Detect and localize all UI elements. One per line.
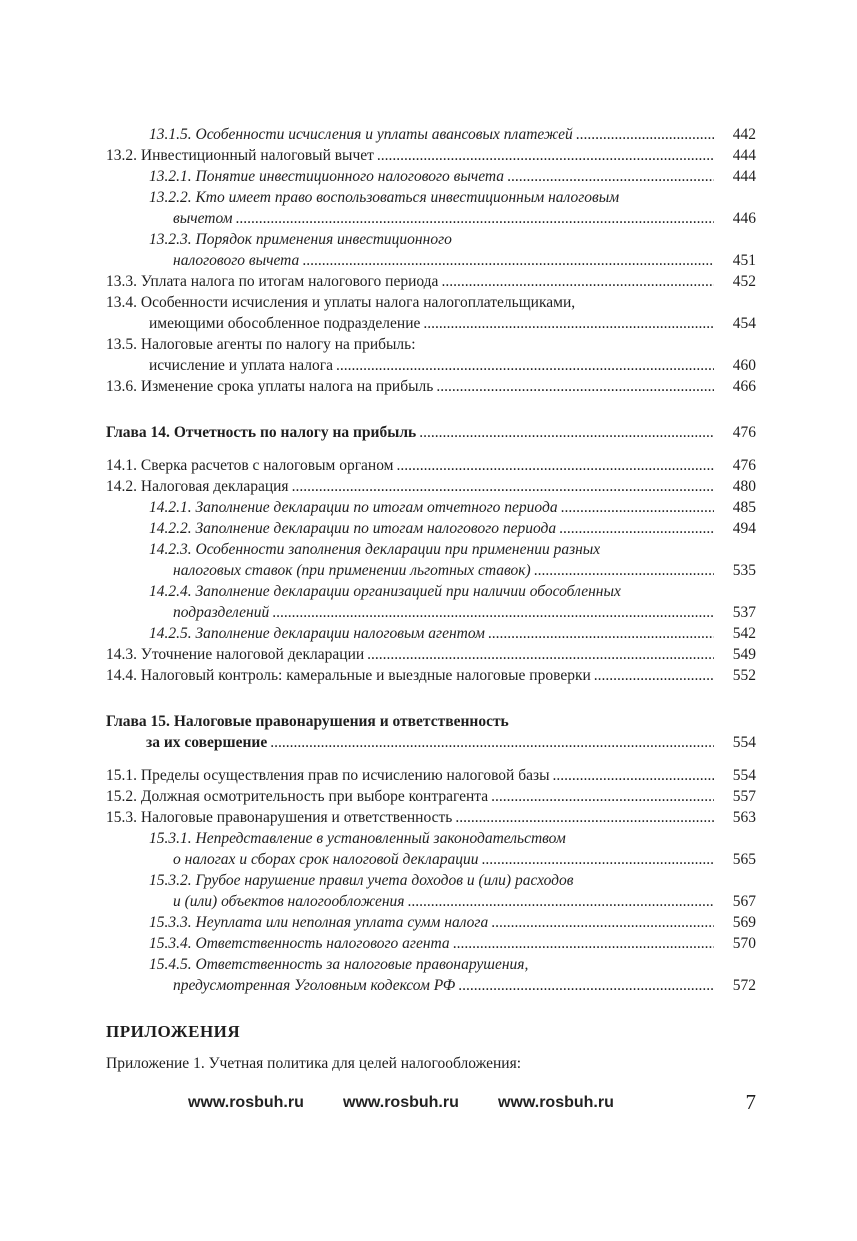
toc-entry [149, 623, 756, 644]
toc-page-number: 480 [732, 478, 756, 495]
toc-entry-title: Сверка расчетов с налоговым органом [140, 457, 394, 474]
toc-entry [149, 166, 756, 187]
toc-entry-title: Заполнение декларации налоговым агентом [195, 625, 485, 642]
toc-entry-title: Изменение срока уплаты налога на прибыль [140, 378, 434, 395]
toc-entry-number: 15.1. [106, 767, 137, 784]
toc-entry [149, 912, 756, 933]
leader-dots [488, 623, 714, 644]
page-number: 7 [745, 1090, 756, 1114]
toc-chapter-number: Глава 15. [106, 713, 170, 730]
toc-entry-title: Пределы осуществления прав по исчислению налоговой базы [140, 767, 550, 784]
toc-entry-title: Грубое нарушение правил учета доходов и (или) расходов [195, 872, 574, 889]
toc-entry-number: 15.3.3. [149, 914, 192, 931]
leader-dots [377, 145, 714, 166]
toc-entry-number: 15.3.2. [149, 872, 192, 889]
toc-entry [106, 271, 756, 292]
toc-page-number: 570 [732, 935, 756, 952]
toc-entry [106, 665, 756, 686]
toc-entry [149, 581, 756, 623]
toc-entry [106, 476, 756, 497]
spacer [106, 753, 756, 765]
appendix-heading: ПРИЛОЖЕНИЯ [106, 1022, 241, 1041]
leader-dots [272, 602, 714, 623]
toc-entry-number: 14.2.1. [149, 499, 192, 516]
toc-entry-title: Заполнение декларации организацией при наличии обособленных [195, 583, 621, 600]
leader-dots [419, 422, 714, 443]
toc-entry-title: Понятие инвестиционного налогового вычета [195, 168, 505, 185]
toc-entry-number: 13.2. [106, 147, 137, 164]
toc-entry-number: 13.4. [106, 294, 137, 311]
toc-page-number: 442 [732, 126, 756, 143]
toc-page-number: 565 [732, 851, 756, 868]
footer-website-link[interactable]: www.rosbuh.ru [498, 1094, 614, 1111]
toc-page-number: 466 [732, 378, 756, 395]
toc-entry-title: Инвестиционный налоговый вычет [140, 147, 374, 164]
leader-dots [458, 975, 714, 996]
toc-page-number: 535 [732, 562, 756, 579]
toc-chapter-number: Глава 14. [106, 424, 170, 441]
toc-page-number: 476 [732, 424, 756, 441]
leader-dots [553, 765, 714, 786]
toc-entry-title: Кто имеет право воспользоваться инвестиционным налоговым [195, 189, 620, 206]
toc-page-number: 485 [732, 499, 756, 516]
leader-dots [491, 786, 714, 807]
toc-entry [106, 145, 756, 166]
toc-entry [149, 497, 756, 518]
spacer [106, 397, 756, 422]
toc-entry-title-cont: предусмотренная Уголовным кодексом РФ [173, 977, 456, 994]
toc-entry-number: 13.2.3. [149, 231, 192, 248]
toc-entry-number: 13.5. [106, 336, 137, 353]
leader-dots [302, 250, 714, 271]
toc-entry-title-cont: вычетом [173, 210, 233, 227]
toc-entry [106, 644, 756, 665]
toc-entry [106, 292, 756, 334]
leader-dots [441, 271, 714, 292]
toc-entry [149, 229, 756, 271]
toc-page-number: 444 [732, 147, 756, 164]
toc-entry-title: Непредставление в установленный законодательством [195, 830, 566, 847]
toc-entry-title: Порядок применения инвестиционного [195, 231, 452, 248]
toc-chapter [106, 711, 756, 753]
leader-dots [408, 891, 715, 912]
toc-page-number: 476 [732, 457, 756, 474]
toc-entry-number: 13.3. [106, 273, 137, 290]
toc-entry-title: Уточнение налоговой декларации [140, 646, 365, 663]
toc-entry-number: 14.2.2. [149, 520, 192, 537]
table-of-contents [106, 124, 756, 996]
leader-dots [236, 208, 714, 229]
leader-dots [507, 166, 714, 187]
toc-chapter-title: Налоговые правонарушения и ответственность [173, 713, 509, 730]
toc-entry-title-cont: имеющими обособленное подразделение [149, 315, 421, 332]
toc-entry-title: Заполнение декларации по итогам отчетного периода [195, 499, 558, 516]
toc-page-number: 444 [732, 168, 756, 185]
leader-dots [534, 560, 714, 581]
footer-website-link[interactable]: www.rosbuh.ru [188, 1094, 304, 1111]
toc-entry [149, 187, 756, 229]
toc-entry-number: 14.2.5. [149, 625, 192, 642]
toc-chapter-title-cont: за их совершение [146, 734, 268, 751]
toc-entry-number: 15.3.4. [149, 935, 192, 952]
leader-dots [455, 807, 714, 828]
toc-entry [106, 376, 756, 397]
toc-entry [149, 124, 756, 145]
leader-dots [561, 497, 714, 518]
toc-entry-title-cont: о налогах и сборах срок налоговой декларации [173, 851, 479, 868]
toc-page-number: 494 [732, 520, 756, 537]
toc-entry-title: Налоговый контроль: камеральные и выездные налоговые проверки [140, 667, 591, 684]
toc-entry [149, 539, 756, 581]
toc-page-number: 557 [732, 788, 756, 805]
toc-entry [149, 828, 756, 870]
spacer [106, 686, 756, 711]
leader-dots [423, 313, 714, 334]
toc-entry-title: Особенности исчисления и уплаты налога налогоплательщиками, [140, 294, 576, 311]
leader-dots [270, 732, 714, 753]
toc-entry-number: 13.2.1. [149, 168, 192, 185]
leader-dots [397, 455, 715, 476]
toc-entry-number: 15.3. [106, 809, 137, 826]
appendix-entry: Приложение 1. Учетная политика для целей налогообложения: [106, 1055, 522, 1072]
toc-entry-title: Налоговые правонарушения и ответственность [140, 809, 453, 826]
toc-page-number: 451 [732, 252, 756, 269]
toc-entry-title-cont: налоговых ставок (при применении льготных ставок) [173, 562, 531, 579]
toc-entry [149, 933, 756, 954]
spacer [106, 443, 756, 455]
toc-entry-number: 14.2.4. [149, 583, 192, 600]
toc-page-number: 549 [732, 646, 756, 663]
toc-page-number: 452 [732, 273, 756, 290]
toc-page-number: 542 [732, 625, 756, 642]
footer-website-link[interactable]: www.rosbuh.ru [343, 1094, 459, 1111]
toc-page-number: 552 [732, 667, 756, 684]
leader-dots [336, 355, 714, 376]
toc-entry-title-cont: и (или) объектов налогообложения [173, 893, 405, 910]
toc-entry [106, 334, 756, 376]
toc-entry-number: 13.2.2. [149, 189, 192, 206]
toc-entry-title: Ответственность за налоговые правонарушения, [195, 956, 529, 973]
toc-page-number: 569 [732, 914, 756, 931]
toc-entry [106, 807, 756, 828]
toc-entry-title: Неуплата или неполная уплата сумм налога [195, 914, 489, 931]
toc-entry-title: Налоговые агенты по налогу на прибыль: [140, 336, 416, 353]
toc-entry-number: 14.3. [106, 646, 137, 663]
toc-page-number: 460 [732, 357, 756, 374]
toc-entry-title: Особенности заполнения декларации при применении разных [195, 541, 601, 558]
toc-entry [149, 870, 756, 912]
toc-entry-title-cont: подразделений [173, 604, 270, 621]
toc-entry-title: Заполнение декларации по итогам налогового периода [195, 520, 557, 537]
toc-entry-number: 15.2. [106, 788, 137, 805]
toc-entry [149, 518, 756, 539]
toc-entry-number: 14.2.3. [149, 541, 192, 558]
toc-entry-number: 15.3.1. [149, 830, 192, 847]
page-footer [106, 1090, 756, 1118]
leader-dots [491, 912, 714, 933]
toc-entry-number: 13.6. [106, 378, 137, 395]
toc-entry-title-cont: налогового вычета [173, 252, 300, 269]
toc-page-number: 446 [732, 210, 756, 227]
leader-dots [481, 849, 714, 870]
toc-chapter [106, 422, 756, 443]
toc-entry [106, 765, 756, 786]
leader-dots [576, 124, 714, 145]
toc-page-number: 567 [732, 893, 756, 910]
leader-dots [594, 665, 714, 686]
toc-entry-number: 14.2. [106, 478, 137, 495]
toc-entry [106, 455, 756, 476]
leader-dots [436, 376, 714, 397]
toc-entry-title: Должная осмотрительность при выборе контрагента [140, 788, 489, 805]
leader-dots [453, 933, 714, 954]
leader-dots [367, 644, 714, 665]
toc-page-number: 554 [732, 767, 756, 784]
toc-entry-title-cont: исчисление и уплата налога [149, 357, 333, 374]
toc-entry-number: 15.4.5. [149, 956, 192, 973]
leader-dots [559, 518, 714, 539]
toc-page-number: 537 [732, 604, 756, 621]
toc-entry-number: 14.1. [106, 457, 137, 474]
toc-entry-number: 13.1.5. [149, 126, 192, 143]
toc-entry [106, 786, 756, 807]
toc-page-number: 572 [732, 977, 756, 994]
toc-chapter-title: Отчетность по налогу на прибыль [173, 424, 417, 441]
toc-page-number: 563 [732, 809, 756, 826]
toc-entry-title: Уплата налога по итогам налогового периода [140, 273, 439, 290]
toc-entry-title: Ответственность налогового агента [195, 935, 450, 952]
toc-entry-title: Особенности исчисления и уплаты авансовых платежей [195, 126, 573, 143]
toc-entry-number: 14.4. [106, 667, 137, 684]
toc-entry [149, 954, 756, 996]
toc-page-number: 454 [732, 315, 756, 332]
toc-page-number: 554 [732, 734, 756, 751]
toc-entry-title: Налоговая декларация [140, 478, 289, 495]
leader-dots [292, 476, 714, 497]
